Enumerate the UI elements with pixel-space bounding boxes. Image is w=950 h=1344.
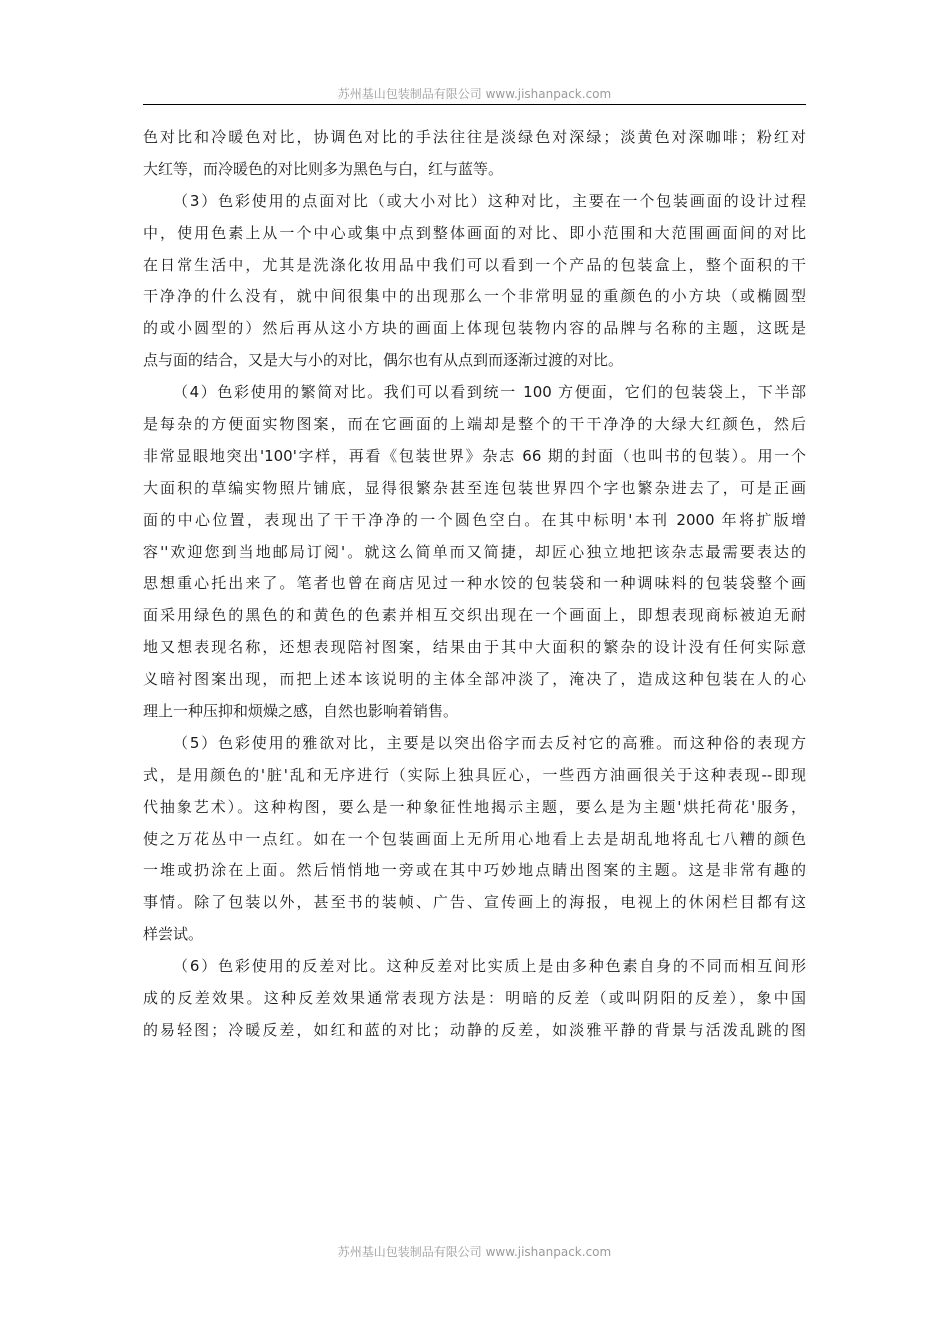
text-line: 思想重心托出来了。笔者也曾在商店见过一种水饺的包装袋和一种调味料的包装袋整个画 <box>143 574 806 593</box>
text-line: 地又想表现名称，还想表现陪衬图案，结果由于其中大面积的繁杂的设计没有任何实际意 <box>143 638 806 657</box>
document-body <box>143 122 806 1047</box>
text-line: 样尝试。 <box>143 925 204 944</box>
text-line: 使之万花丛中一点红。如在一个包装画面上无所用心地看上去是胡乱地将乱七八糟的颜色 <box>143 829 806 848</box>
text-line: 非常显眼地突出'100'字样，再看《包装世界》杂志 66 期的封面（也叫书的包装）。用一个 <box>143 446 806 465</box>
text-line: 义暗衬图案出现，而把上述本该说明的主体全部冲淡了，淹决了，造成这种包装在人的心 <box>143 670 806 689</box>
page-footer: 苏州基山包装制品有限公司 www.jishanpack.com <box>337 1245 612 1259</box>
text-line: 是每杂的方便面实物图案，而在它画面的上端却是整个的干干净净的大绿大红颜色，然后 <box>143 415 806 434</box>
text-line: 在日常生活中，尤其是洗涤化妆用品中我们可以看到一个产品的包装盒上，整个面积的干 <box>143 255 806 274</box>
text-line: 大红等，而冷暖色的对比则多为黑色与白，红与蓝等。 <box>143 159 504 178</box>
header-rule <box>143 104 806 105</box>
text-line: 色对比和冷暖色对比，协调色对比的手法往往是淡绿色对深绿；淡黄色对深咖啡；粉红对 <box>143 128 806 146</box>
text-line: 式，是用颜色的'脏'乱和无序进行（实际上独具匠心，一些西方油画很关于这种表现--即现 <box>143 765 806 784</box>
paragraph-3-start: （3）色彩使用的点面对比（或大小对比）这种对比，主要在一个包装画面的设计过程 <box>173 191 806 210</box>
text-line: 容''欢迎您到当地邮局订阅'。就这么简单而又简捷，却匠心独立地把该杂志最需要表达的 <box>143 542 806 561</box>
text-line: 的易轻图；冷暖反差，如红和蓝的对比；动静的反差，如淡雅平静的背景与活泼乱跳的图 <box>143 1020 806 1039</box>
text-line: 中，使用色素上从一个中心或集中点到整体画面的对比、即小范围和大范围画面间的对比 <box>143 223 806 242</box>
paragraph-5-start: （5）色彩使用的雅欲对比，主要是以突出俗字而去反衬它的高雅。而这种俗的表现方 <box>173 733 806 752</box>
text-line: 点与面的结合，又是大与小的对比，偶尔也有从点到而逐渐过渡的对比。 <box>143 351 624 370</box>
text-line: 面采用绿色的黑色的和黄色的色素并相互交织出现在一个画面上，即想表现商标被迫无耐 <box>143 606 806 625</box>
text-line: 大面积的草编实物照片铺底，显得很繁杂甚至连包装世界四个字也繁杂进去了，可是正画 <box>143 478 806 497</box>
text-line: 的或小圆型的）然后再从这小方块的画面上体现包装物内容的品牌与名称的主题，这既是 <box>143 319 806 338</box>
paragraph-4-start: （4）色彩使用的繁简对比。我们可以看到统一 100 方便面，它们的包装袋上，下半部 <box>173 383 806 402</box>
paragraph-6-start: （6）色彩使用的反差对比。这种反差对比实质上是由多种色素自身的不同而相互间形 <box>173 957 806 976</box>
text-line: 代抽象艺术）。这种构图，要么是一种象征性地揭示主题，要么是为主题'烘托荷花'服务， <box>143 797 806 816</box>
page-header: 苏州基山包装制品有限公司 www.jishanpack.com <box>337 87 612 101</box>
text-line: 一堆或扔涂在上面。然后悄悄地一旁或在其中巧妙地点睛出图案的主题。这是非常有趣的 <box>143 861 806 880</box>
text-line: 成的反差效果。这种反差效果通常表现方法是：明暗的反差（或叫阴阳的反差），象中国 <box>143 989 806 1008</box>
text-line: 干净净的什么没有，就中间很集中的出现那么一个非常明显的重颜色的小方块（或椭圆型 <box>143 287 806 306</box>
text-line: 理上一种压抑和烦燥之感，自然也影响着销售。 <box>143 702 459 721</box>
text-line: 面的中心位置，表现出了干干净净的一个圆色空白。在其中标明'本刊 2000 年将扩版增 <box>143 510 806 529</box>
text-line: 事情。除了包装以外，甚至书的装帧、广告、宣传画上的海报，电视上的休闲栏目都有这 <box>143 893 806 912</box>
